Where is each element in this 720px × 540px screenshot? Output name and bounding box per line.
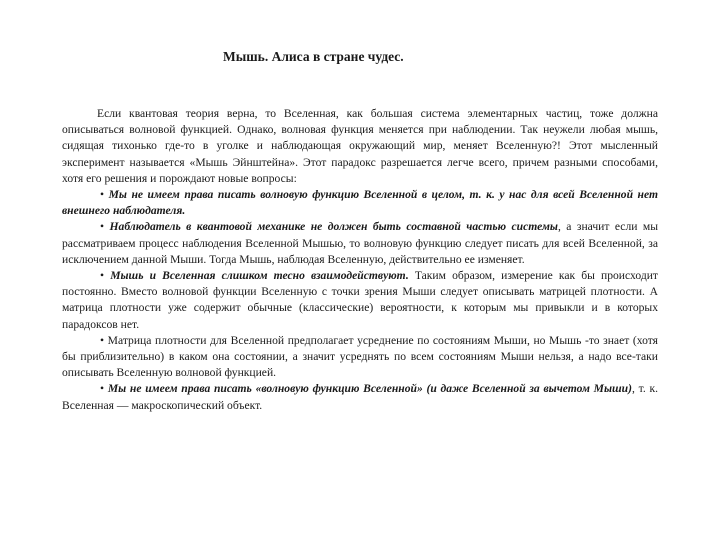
bullet-marker: •: [100, 188, 105, 202]
bullet-marker: •: [100, 333, 105, 347]
bullet-marker: •: [100, 382, 105, 396]
list-item: [62, 333, 658, 382]
list-item: [62, 219, 658, 268]
item-text: , т. к. Вселенная — макроскопический объект.: [62, 382, 659, 412]
bullet-marker: •: [100, 220, 105, 234]
emphasis-text: Мы не имеем права писать «волновую функцию Вселенной» (и даже Вселенной за вычетом Мыши): [107, 382, 632, 396]
emphasis-text: Наблюдатель в квантовой механике не должен быть составной частью системы: [109, 220, 558, 234]
list-item: [62, 381, 658, 413]
bullet-marker: •: [100, 269, 105, 283]
item-text: Таким образом, измерение как бы происходит постоянно. Вместо волновой функции Вселенную с точки зрения Мыши следует описывать матрицей плотности. А матрица плотности уже содержит обычные (классические) вероятности, к которым мы привыкли и в которых парадоксов нет.: [62, 269, 658, 331]
intro-paragraph: Если квантовая теория верна, то Вселенная, как большая система элементарных частиц, тоже должна описываться волновой функцией. Однако, волновая функция меняется при наблюдении. Так неужели любая мышь, сидящая тихонько где-то в уголке и наблюдающая окружающий мир, меняет Вселенную?! Этот мысленный эксперимент называется «Мышь Эйнштейна». Этот парадокс разрешается легче всего, причем разными способами, хотя его решения и порождают новые вопросы:: [62, 107, 658, 185]
document-body: [62, 106, 658, 414]
item-text: Матрица плотности для Вселенной предполагает усреднение по состояниям Мыши, но Мышь -то знает (хотя бы приблизительно) в каком она состоянии, а значит усреднять по всем состояниям Мыши нельзя, а надо все-таки описывать Вселенную волновой функцией.: [62, 333, 658, 380]
list-item: [62, 187, 658, 219]
item-text: , а значит если мы рассматриваем процесс наблюдения Вселенной Мышью, то волновую функцию следует писать для всей Вселенной, за исключением данной Мыши. Тогда Мышь, наблюдая Вселенную, действительно ее изменяет.: [62, 220, 658, 266]
page-title: Мышь. Алиса в стране чудес.: [223, 49, 404, 64]
emphasis-text: Мы не имеем права писать волновую функцию Вселенной в целом, т. к. у нас для всей Вселенной нет внешнего наблюдателя.: [62, 188, 658, 218]
emphasis-text: Мышь и Вселенная слишком тесно взаимодействуют.: [110, 269, 409, 283]
list-item: [62, 268, 658, 333]
